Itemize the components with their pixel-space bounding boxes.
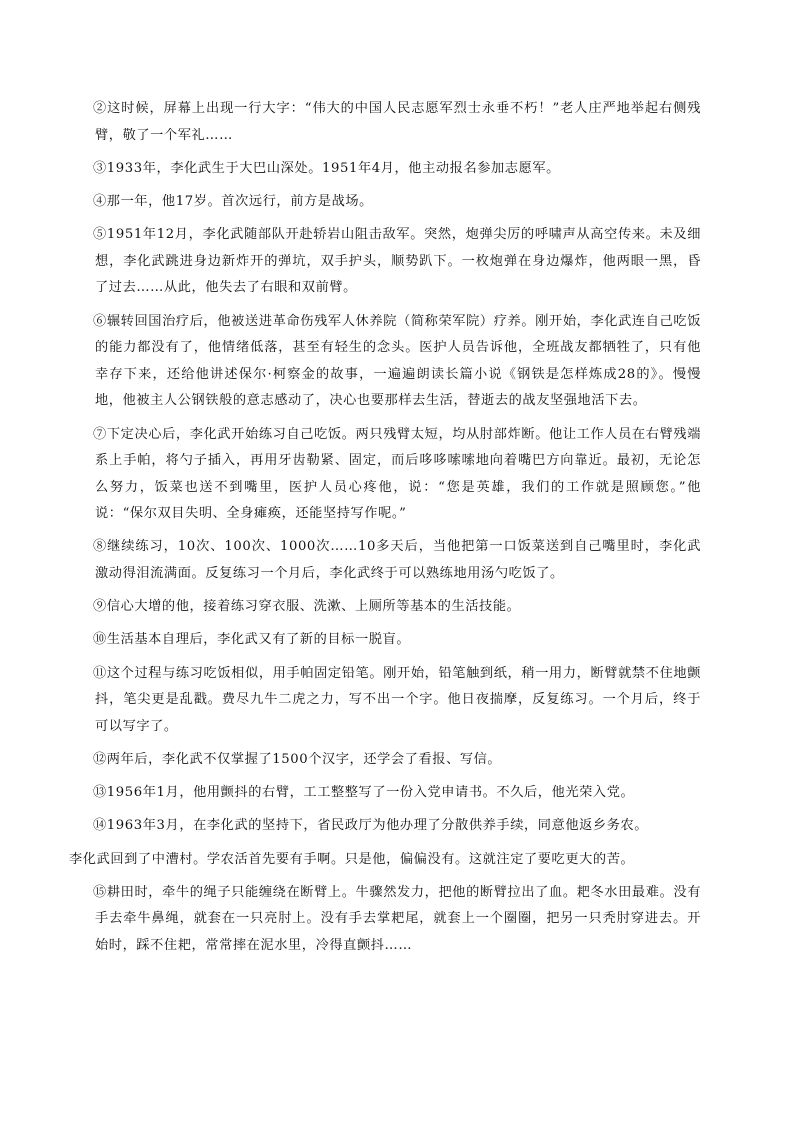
paragraph-14: ⑭1963年3月，在李化武的坚持下，省民政厅为他办理了分散供养手续，同意他返乡务农。 [93, 818, 649, 834]
paragraph-15: ⑮耕田时，牵牛的绳子只能缠绕在断臂上。牛骤然发力，把他的断臂拉出了血。耙冬水田最难。没有手去牵牛鼻绳，就套在一只亮肘上。没有手去掌耙尾，就套上一个圈圈，把另一只秃肘穿进去。开始时，踩不住耙，常常摔在泥水里，冷得直颤抖…… [93, 884, 701, 953]
paragraph-12: ⑫两年后，李化武不仅掌握了1500个汉字，还学会了看报、写信。 [93, 752, 502, 767]
paragraph-6: ⑥辗转回国治疗后，他被送进革命伤残军人休养院（简称荣军院）疗养。刚开始，李化武连自己吃饭的能力都没有了，他情绪低落，甚至有轻生的念头。医护人员告诉他，全班战友都牺牲了，只有他幸存下来，还给他讲述保尔·柯察金的故事，一遍遍朗读长篇小说《钢铁是怎样炼成28的》。慢慢地，他被主人公钢铁般的意志感动了，决心也要那样去生活，替逝去的战友坚强地活下去。 [93, 313, 701, 409]
paragraph-8: ⑧继续练习，10次、100次、1000次……10多天后，当他把第一口饭菜送到自己嘴里时，李化武激动得泪流满面。反复练习一个月后，李化武终于可以熟练地用汤勺吃饭了。 [93, 539, 701, 582]
paragraph-4: ④那一年，他17岁。首次远行，前方是战场。 [93, 193, 373, 209]
document-body [69, 96, 701, 966]
paragraph-7: ⑦下定决心后，李化武开始练习自己吃饭。两只残臂太短，均从肘部炸断。他让工作人员在右臂残端系上手帕，将勺子插入，再用牙齿勒紧、固定，而后哆哆嗦嗦地向着嘴巴方向靠近。最初，无论怎么努力，饭菜也送不到嘴里，医护人员心疼他，说：“您是英雄，我们的工作就是照顾您。”他说：“保尔双目失明、全身瘫痪，还能坚持写作呢。” [93, 426, 701, 522]
paragraph-13: ⑬1956年1月，他用颤抖的右臂，工工整整写了一份入党申请书。不久后，他光荣入党。 [93, 785, 635, 801]
paragraph-14-continued: 李化武回到了中漕村。学农活首先要有手啊。只是他，偏偏没有。这就注定了要吃更大的苦。 [69, 851, 635, 867]
paragraph-9: ⑨信心大增的他，接着练习穿衣服、洗漱、上厕所等基本的生活技能。 [93, 599, 521, 615]
paragraph-11: ⑪这个过程与练习吃饭相似，用手帕固定铅笔。刚开始，铅笔触到纸，稍一用力，断臂就禁不住地颤抖，笔尖更是乱戳。费尽九牛二虎之力，写不出一个字。他日夜揣摩，反复练习。一个月后，终于可以写字了。 [93, 665, 701, 734]
paragraph-3: ③1933年，李化武生于大巴山深处。1951年4月，他主动报名参加志愿军。 [93, 160, 560, 176]
paragraph-5: ⑤1951年12月，李化武随部队开赴轿岩山阻击敌军。突然，炮弹尖厉的呼啸声从高空传来。未及细想，李化武跳进身边新炸开的弹坑，双手护头，顺势趴下。一枚炮弹在身边爆炸，他两眼一黑，昏了过去……从此，他失去了右眼和双前臂。 [93, 227, 701, 296]
paragraph-2: ②这时候，屏幕上出现一行大字：“伟大的中国人民志愿军烈士永垂不朽！”老人庄严地举起右侧残臂，敬了一个军礼…… [93, 101, 701, 143]
paragraph-10: ⑩生活基本自理后，李化武又有了新的目标一脱盲。 [93, 632, 411, 648]
